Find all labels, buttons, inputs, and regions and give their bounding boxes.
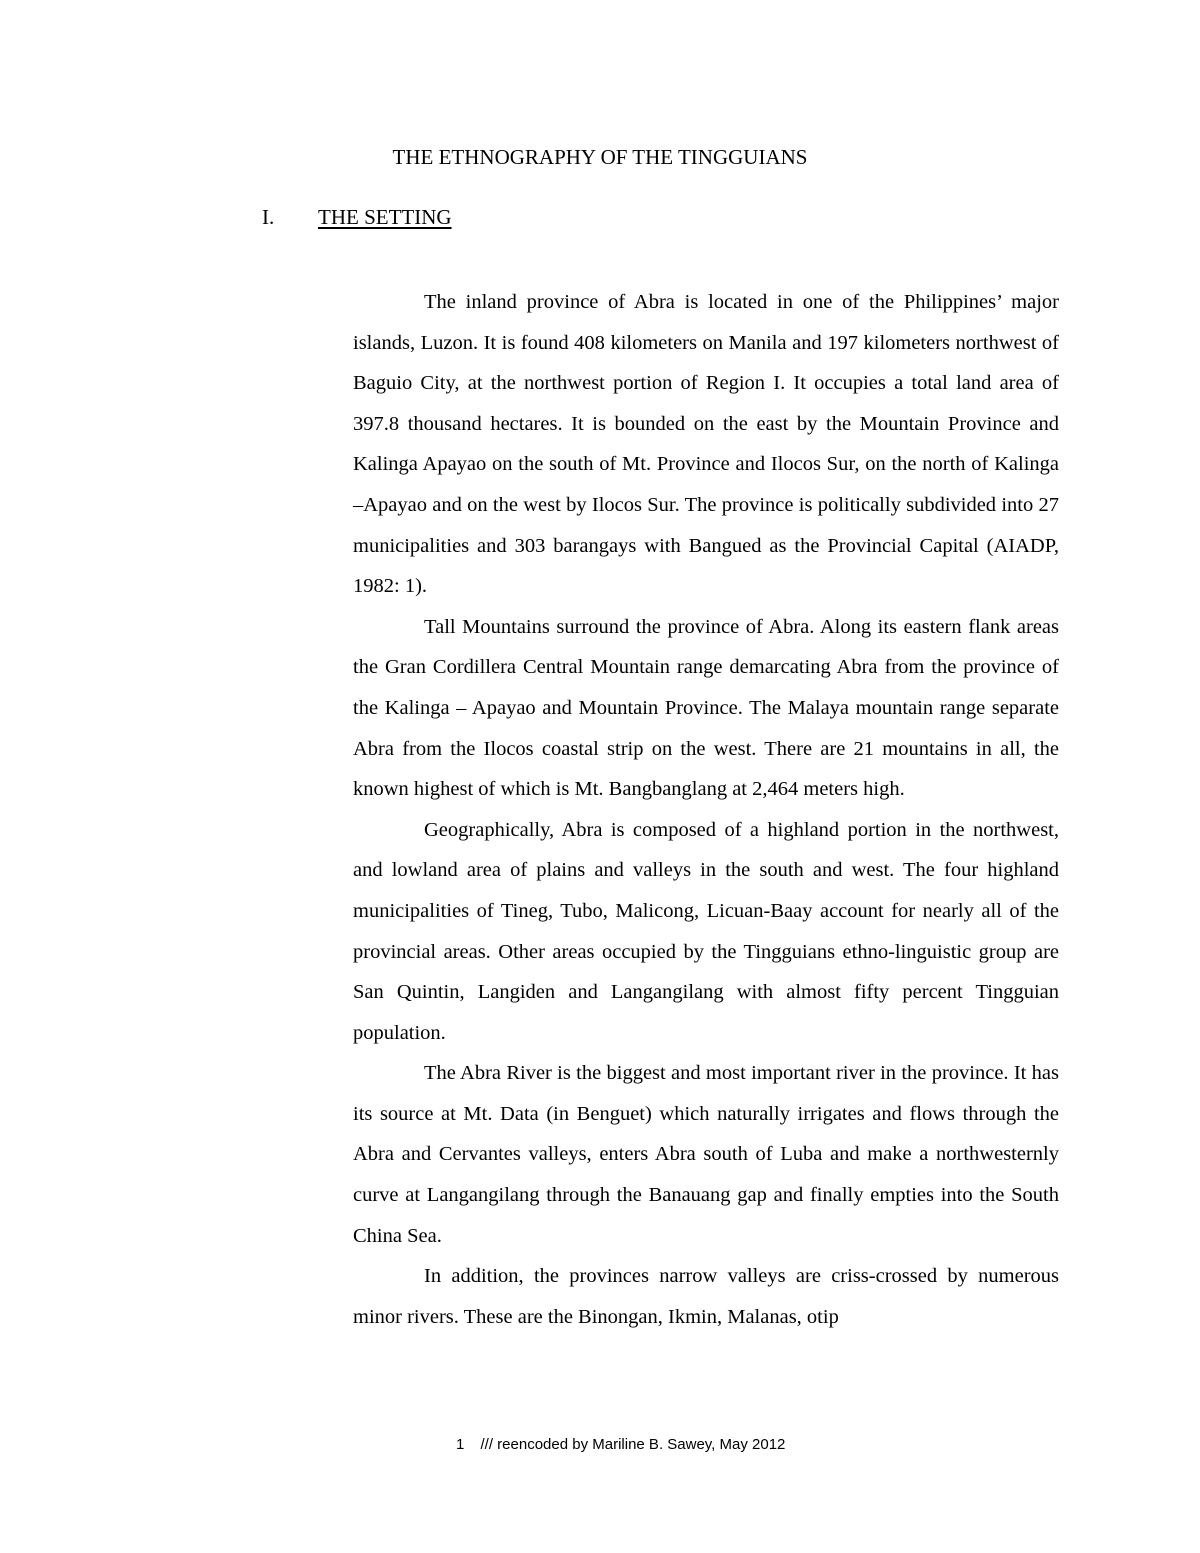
paragraph: Geographically, Abra is composed of a highland portion in the northwest, and lowland area of plains and valleys in the south and west. The four highland municipalities of Tineg, Tubo, Malicong, Licuan-Baay account for nearly all of the provincial areas. Other areas occupied by the Tingguians ethno-linguistic group are San Quintin, Langiden and Langangilang with almost fifty percent Tingguian population. (353, 818, 1059, 1044)
paragraph: The inland province of Abra is located in one of the Philippines’ major islands, Luzon. It is found 408 kilometers on Manila and 197 kilometers northwest of Baguio City, at the northwest portion of Region I. It occupies a total land area of 397.8 thousand hectares. It is bounded on the east by the Mountain Province and Kalinga Apayao on the south of Mt. Province and Ilocos Sur, on the north of Kalinga –Apayao and on the west by Ilocos Sur. The province is politically subdivided into 27 municipalities and 303 barangays with Bangued as the Provincial Capital (AIADP, 1982: 1). (353, 291, 1059, 598)
document-title: THE ETHNOGRAPHY OF THE TINGGUIANS (392, 145, 808, 169)
section-heading (0, 203, 1200, 231)
paragraph: In addition, the provinces narrow valleys are criss-crossed by numerous minor rivers. These are the Binongan, Ikmin, Malanas, otip (353, 1265, 1059, 1328)
paragraph: Tall Mountains surround the province of Abra. Along its eastern flank areas the Gran Cordillera Central Mountain range demarcating Abra from the province of the Kalinga – Apayao and Mountain Province. The Malaya mountain range separate Abra from the Ilocos coastal strip on the west. There are 21 mountains in all, the known highest of which is Mt. Bangbanglang at 2,464 meters high. (353, 615, 1059, 801)
page-number: 1 (456, 1436, 465, 1453)
footer-note: /// reencoded by Mariline B. Sawey, May 2012 (480, 1436, 786, 1453)
page-footer (456, 1435, 785, 1455)
paragraph: The Abra River is the biggest and most important river in the province. It has its source at Mt. Data (in Benguet) which naturally irrigates and flows through the Abra and Cervantes valleys, enters Abra south of Luba and make a northwesternly curve at Langangilang through the Banauang gap and finally empties into the South China Sea. (353, 1062, 1059, 1247)
section-title: THE SETTING (318, 205, 452, 229)
body-text (353, 282, 1059, 1337)
section-number: I. (262, 205, 275, 229)
